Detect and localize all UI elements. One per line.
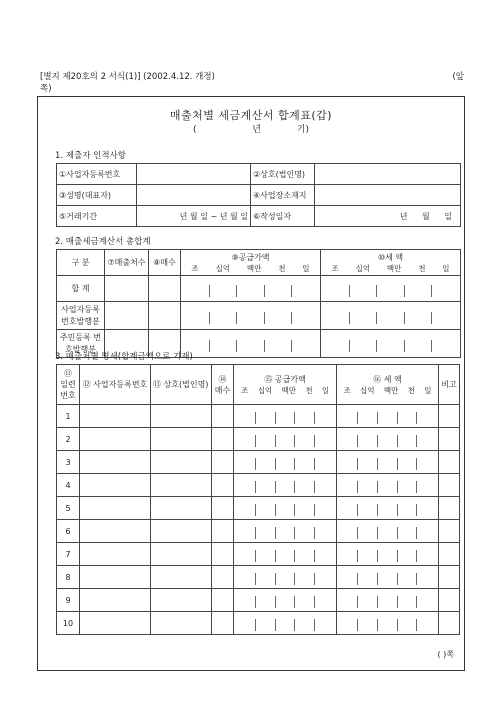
input-cell[interactable] xyxy=(79,451,150,474)
period-field[interactable]: 년 월 일 ~ 년 월 일 xyxy=(137,206,251,227)
name-label: ③성명(대표자) xyxy=(57,185,137,206)
unit: 십억 xyxy=(257,385,273,395)
form-reference: [별지 제20호의 2 서식(1)] (2002.4.12. 개정) xyxy=(40,72,215,82)
input-cell[interactable] xyxy=(79,612,150,635)
section3-title: 3. 매출처별 명세(합계금액으로 기재) xyxy=(55,352,193,362)
vendor-count-header: ⑦매출처수 xyxy=(105,250,149,276)
table-row xyxy=(57,428,460,451)
unit: 일 xyxy=(442,263,450,273)
input-cell[interactable] xyxy=(336,543,438,566)
input-cell[interactable] xyxy=(211,612,234,635)
input-cell[interactable] xyxy=(150,589,211,612)
tax-header-label: ⑩세 액 xyxy=(377,252,404,262)
input-cell[interactable] xyxy=(211,474,234,497)
input-cell[interactable] xyxy=(79,405,150,428)
input-cell[interactable] xyxy=(336,566,438,589)
input-cell[interactable] xyxy=(211,543,234,566)
input-cell[interactable] xyxy=(439,612,460,635)
tax-header-label: ⑯ 세 액 xyxy=(373,374,402,384)
address-label: ④사업장소재지 xyxy=(251,185,315,206)
unit: 십억 xyxy=(360,385,375,395)
row-seq: 3 xyxy=(57,451,80,474)
input-cell[interactable] xyxy=(321,302,461,330)
table-row xyxy=(57,566,460,589)
input-cell[interactable] xyxy=(79,543,150,566)
table-row xyxy=(57,405,460,428)
details-table xyxy=(56,364,460,635)
input-cell[interactable] xyxy=(234,589,336,612)
input-cell[interactable] xyxy=(234,612,336,635)
input-cell[interactable] xyxy=(439,589,460,612)
section1-title: 1. 제출자 인적사항 xyxy=(55,151,126,161)
totals-table xyxy=(56,249,461,358)
row-seq: 1 xyxy=(57,405,80,428)
input-cell[interactable] xyxy=(321,276,461,302)
input-cell[interactable] xyxy=(211,589,234,612)
period-label: ⑤거래기간 xyxy=(57,206,137,227)
unit: 일 xyxy=(424,385,432,395)
row-seq: 10 xyxy=(57,612,80,635)
input-cell[interactable] xyxy=(234,497,336,520)
input-cell[interactable] xyxy=(79,428,150,451)
input-cell[interactable] xyxy=(149,276,181,302)
supply-header xyxy=(181,250,321,276)
created-field[interactable]: 년 월 일 xyxy=(315,206,461,227)
unit: 백만 xyxy=(246,263,262,273)
input-cell[interactable] xyxy=(336,612,438,635)
form-frame xyxy=(37,96,465,671)
unit: 조 xyxy=(241,385,249,395)
unit: 천 xyxy=(305,385,313,395)
unit: 십억 xyxy=(355,263,371,273)
unit: 천 xyxy=(407,385,415,395)
input-cell[interactable] xyxy=(149,302,181,330)
input-cell[interactable] xyxy=(234,451,336,474)
input-cell[interactable] xyxy=(79,520,150,543)
subtitle-year: 년 xyxy=(252,125,261,135)
input-cell[interactable] xyxy=(150,497,211,520)
supply-units xyxy=(236,385,333,396)
company-field[interactable] xyxy=(315,164,461,185)
tax-header xyxy=(321,250,461,276)
total-row-label: 합 계 xyxy=(57,276,105,302)
input-cell[interactable] xyxy=(234,474,336,497)
supply-header-label: ⑮ 공급가액 xyxy=(264,374,306,384)
resident-reg-row-label: 주민등록 번호발행분 xyxy=(57,330,105,358)
sheets-header: ⑭ 매수 xyxy=(211,365,234,405)
input-cell[interactable] xyxy=(439,520,460,543)
input-cell[interactable] xyxy=(321,330,461,358)
input-cell[interactable] xyxy=(211,497,234,520)
table-row xyxy=(57,497,460,520)
unit: 조 xyxy=(331,263,339,273)
input-cell[interactable] xyxy=(181,276,321,302)
side-label-bottom: 쪽) xyxy=(40,84,52,94)
reg-no-label: ①사업자등록번호 xyxy=(57,164,137,185)
input-cell[interactable] xyxy=(105,276,149,302)
address-field[interactable] xyxy=(315,185,461,206)
unit: 일 xyxy=(302,263,310,273)
input-cell[interactable] xyxy=(105,302,149,330)
input-cell[interactable] xyxy=(234,428,336,451)
input-cell[interactable] xyxy=(439,474,460,497)
input-cell[interactable] xyxy=(79,566,150,589)
company-label: ②상호(법인명) xyxy=(251,164,315,185)
sheet-count-header: ⑧매수 xyxy=(149,250,181,276)
table-row xyxy=(57,589,460,612)
input-cell[interactable] xyxy=(234,520,336,543)
input-cell[interactable] xyxy=(336,405,438,428)
input-cell[interactable] xyxy=(181,302,321,330)
input-cell[interactable] xyxy=(234,566,336,589)
section2-title: 2. 매출세금계산서 총합계 xyxy=(55,237,151,247)
unit: 백만 xyxy=(383,385,399,395)
side-label-top: (앞 xyxy=(452,72,464,82)
reg-no-field[interactable] xyxy=(137,164,251,185)
input-cell[interactable] xyxy=(150,474,211,497)
category-header: 구 분 xyxy=(57,250,105,276)
unit: 일 xyxy=(321,385,330,395)
input-cell[interactable] xyxy=(211,428,234,451)
table-row xyxy=(57,612,460,635)
input-cell[interactable] xyxy=(79,474,150,497)
input-cell[interactable] xyxy=(79,589,150,612)
input-cell[interactable] xyxy=(234,543,336,566)
input-cell[interactable] xyxy=(336,497,438,520)
input-cell[interactable] xyxy=(439,451,460,474)
seq-header: ⑪ 일련 번호 xyxy=(57,365,80,405)
table-row xyxy=(57,543,460,566)
row-seq: 6 xyxy=(57,520,80,543)
input-cell[interactable] xyxy=(150,566,211,589)
supply-units xyxy=(183,263,318,274)
input-cell[interactable] xyxy=(181,330,321,358)
subtitle-open: ( xyxy=(193,125,197,135)
unit: 백만 xyxy=(386,263,402,273)
input-cell[interactable] xyxy=(150,520,211,543)
form-title: 매출처별 세금계산서 합계표(갑) xyxy=(169,109,333,122)
input-cell[interactable] xyxy=(150,428,211,451)
supply-header xyxy=(234,365,336,405)
reg-no-header: ⑫ 사업자등록번호 xyxy=(79,365,150,405)
input-cell[interactable] xyxy=(336,451,438,474)
input-cell[interactable] xyxy=(336,589,438,612)
input-cell[interactable] xyxy=(439,497,460,520)
tax-header xyxy=(336,365,438,405)
name-field[interactable] xyxy=(137,185,251,206)
input-cell[interactable] xyxy=(439,566,460,589)
note-header: 비고 xyxy=(439,365,460,405)
unit: 천 xyxy=(418,263,426,273)
input-cell[interactable] xyxy=(79,497,150,520)
input-cell[interactable] xyxy=(150,543,211,566)
row-seq: 7 xyxy=(57,543,80,566)
company-header: ⑬ 상호(법인명) xyxy=(150,365,211,405)
input-cell[interactable] xyxy=(439,428,460,451)
input-cell[interactable] xyxy=(150,451,211,474)
input-cell[interactable] xyxy=(439,543,460,566)
created-label: ⑥작성일자 xyxy=(251,206,315,227)
input-cell[interactable] xyxy=(211,405,234,428)
input-cell[interactable] xyxy=(336,520,438,543)
unit: 십억 xyxy=(215,263,231,273)
submitter-table xyxy=(56,163,461,227)
supply-header-label: ⑨공급가액 xyxy=(231,252,270,262)
table-row xyxy=(57,474,460,497)
input-cell[interactable] xyxy=(150,612,211,635)
input-cell[interactable] xyxy=(150,405,211,428)
tax-units xyxy=(323,263,458,274)
unit: 천 xyxy=(278,263,286,273)
table-row xyxy=(57,451,460,474)
tax-units xyxy=(339,385,436,396)
row-seq: 2 xyxy=(57,428,80,451)
input-cell[interactable] xyxy=(211,566,234,589)
subtitle-period: 기) xyxy=(296,125,309,135)
biz-reg-row-label: 사업자등록 번호발행분 xyxy=(57,302,105,330)
form-subtitle xyxy=(38,122,464,135)
row-seq: 9 xyxy=(57,589,80,612)
unit: 조 xyxy=(343,385,351,395)
input-cell[interactable] xyxy=(211,520,234,543)
input-cell[interactable] xyxy=(234,405,336,428)
table-row xyxy=(57,520,460,543)
input-cell[interactable] xyxy=(211,451,234,474)
row-seq: 4 xyxy=(57,474,80,497)
row-seq: 5 xyxy=(57,497,80,520)
input-cell[interactable] xyxy=(439,405,460,428)
page-number: ( )쪽 xyxy=(437,650,454,659)
unit: 조 xyxy=(191,263,199,273)
input-cell[interactable] xyxy=(336,474,438,497)
row-seq: 8 xyxy=(57,566,80,589)
unit: 백만 xyxy=(281,385,296,395)
input-cell[interactable] xyxy=(336,428,438,451)
